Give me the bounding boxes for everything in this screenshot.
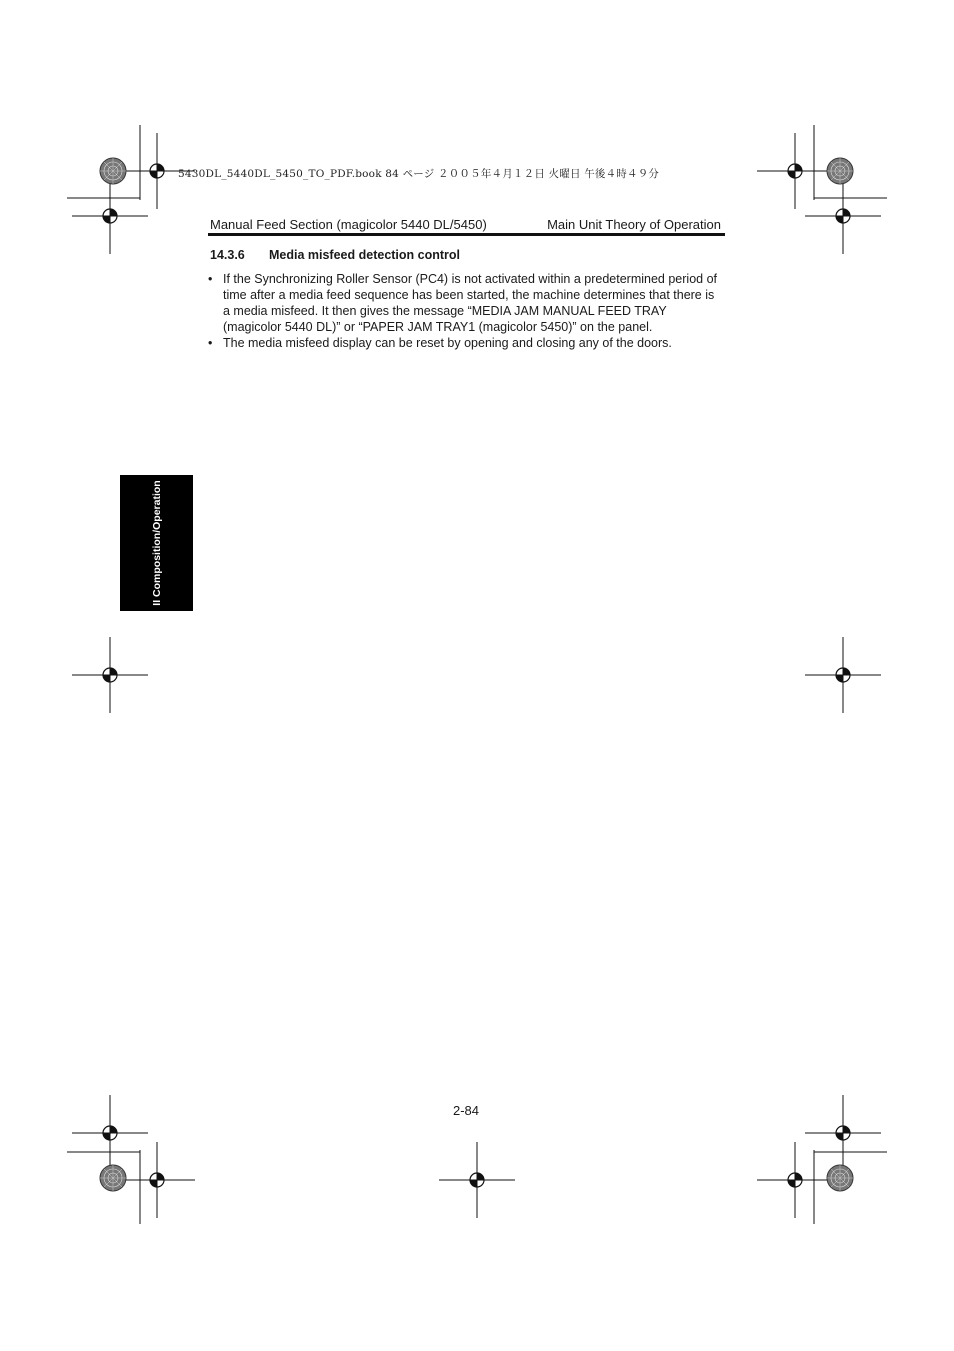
section-title: Media misfeed detection control xyxy=(269,248,461,262)
chapter-side-tab xyxy=(120,475,193,611)
section-heading xyxy=(210,248,460,262)
running-header-right: Main Unit Theory of Operation xyxy=(547,217,721,232)
bullet-list xyxy=(208,271,724,351)
print-job-info: 5430DL_5440DL_5450_TO_PDF.book 84 ページ ２００５年４月１２日 火曜日 午後４時４９分 xyxy=(178,168,660,180)
bullet-icon: • xyxy=(208,272,213,286)
bullet-text: The media misfeed display can be reset by opening and closing any of the doors. xyxy=(223,336,672,350)
bullet-icon: • xyxy=(208,336,213,350)
running-header-left: Manual Feed Section (magicolor 5440 DL/5450) xyxy=(210,217,487,232)
list-item xyxy=(208,335,724,351)
side-tab-label: II Composition/Operation xyxy=(150,480,163,606)
section-number: 14.3.6 xyxy=(210,248,245,262)
list-item xyxy=(208,271,724,335)
page-number: 2-84 xyxy=(453,1103,480,1118)
bullet-text: If the Synchronizing Roller Sensor (PC4) is not activated within a predetermined period of time after a media feed sequence has been started, the machine determines that there is a media misfeed. It then gives the message “MEDIA JAM MANUAL FEED TRAY (magicolor 5440 DL)” or “PAPER JAM TRAY1 (magicolor 5450)” on the panel. xyxy=(223,272,718,334)
header-rule xyxy=(208,233,725,236)
